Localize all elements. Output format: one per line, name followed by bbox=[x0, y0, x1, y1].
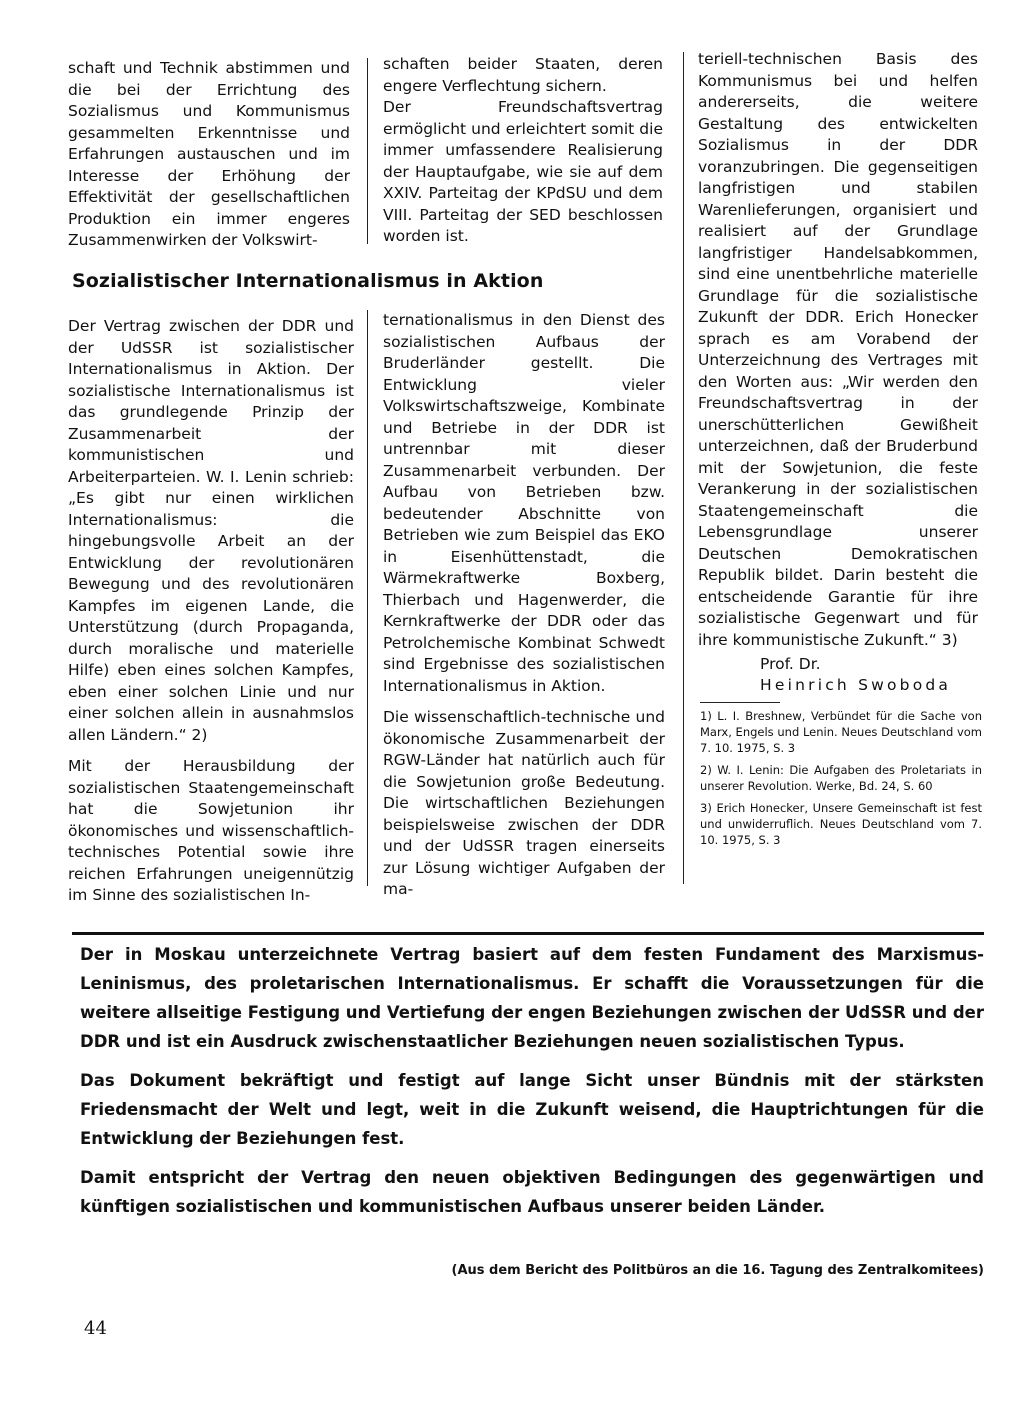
summary-paragraph: Das Dokument bekräftigt und festigt auf lange Sicht unser Bündnis mit der stärksten Friedensmacht der Welt und legt, weit in die Zukunft weisend, die Hauptrichtungen für die Entwicklung der Beziehungen fest. bbox=[80, 1071, 984, 1148]
source-note: (Aus dem Bericht des Politbüros an die 16. Tagung des Zentralkomitees) bbox=[451, 1263, 984, 1278]
author-signature bbox=[760, 654, 951, 696]
section-heading: Sozialistischer Internationalismus in Aktion bbox=[72, 270, 544, 292]
paragraph: schaften beider Staaten, deren engere Verflechtung sichern. bbox=[383, 55, 663, 95]
paragraph: ternationalismus in den Dienst des sozialistischen Aufbaus der Bruderländer gestellt. Die Entwicklung vieler Volkswirtschaftszweige, Kombinate und Betriebe in der DDR ist untrennbar mit dieser Zusammenarbeit verbunden. Der Aufbau von Betrieben bzw. bedeutender Abschnitte von Betrieben wie zum Beispiel das EKO in Eisenhüttenstadt, die Wärmekraftwerke Boxberg, Thierbach und Hagenwerder, die Kernkraftwerke der DDR oder das Petrolchemische Kombinat Schwedt sind Ergebnisse des sozialistischen Internationalismus in Aktion. bbox=[383, 311, 665, 695]
summary-paragraph: Damit entspricht der Vertrag den neuen objektiven Bedingungen des gegenwärtigen und künftigen sozialistischen und kommunistischen Aufbaus unserer beiden Länder. bbox=[80, 1168, 984, 1216]
summary-paragraph: Der in Moskau unterzeichnete Vertrag basiert auf dem festen Fundament des Marxismus-Leninismus, des proletarischen Internationalismus. Er schafft die Voraussetzungen für die weitere allseitige Festigung und Vertiefung der engen Beziehungen zwischen der UdSSR und der DDR und ist ein Ausdruck zwischenstaatlicher Beziehungen neuen sozialistischen Typus. bbox=[80, 945, 984, 1051]
page-number: 44 bbox=[84, 1318, 107, 1339]
footnote: 1) L. I. Breshnew, Verbündet für die Sache von Marx, Engels und Lenin. Neues Deutschland vom 7. 10. 1975, S. 3 bbox=[700, 709, 982, 755]
paragraph: teriell-technischen Basis des Kommunismus bei und helfen andererseits, die weitere Gestaltung des entwickelten Sozialismus in der DDR voranzubringen. Die gegenseitigen langfristigen und stabilen Warenlieferungen, organisiert und realisiert auf der Grundlage langfristiger Handelsabkommen, sind eine unentbehrliche materielle Grundlage für die sozialistische Zukunft der DDR. Erich Honecker sprach es am Vorabend der Unterzeichnung des Vertrages mit den Worten aus: „Wir werden den Freundschaftsvertrag in der unerschütterlichen Gewißheit unterzeichnen, daß der Bruderbund mit der Sowjetunion, die feste Verankerung in der sozialistischen Staatengemeinschaft die Lebensgrundlage unserer Deutschen Demokratischen Republik bildet. Darin besteht die entscheidende Garantie für ihre sozialistische Gegenwart und für ihre kommunistische Zukunft.“ 3) bbox=[698, 50, 978, 649]
column-3-text bbox=[698, 49, 978, 651]
column-1-bottom-text bbox=[68, 316, 354, 907]
paragraph: Der Vertrag zwischen der DDR und der UdSSR ist sozialistischer Internationalismus in Aktion. Der sozialistische Internationalismus ist das grundlegende Prinzip der Zusammenarbeit der kommunistischen und Arbeiterparteien. W. I. Lenin schrieb: „Es gibt nur einen wirklichen Internationalismus: die hingebungsvolle Arbeit an der Entwicklung der revolutionären Bewegung und des revolutionären Kampfes im eigenen Lande, die Unterstützung (durch Propaganda, durch moralische und materielle Hilfe) eben eines solchen Kampfes, eben einer solchen Linie und nur einer solchen allein in ausnahmslos allen Ländern.“ 2) bbox=[68, 317, 354, 744]
column-divider bbox=[367, 58, 368, 244]
author-title: Prof. Dr. bbox=[760, 655, 821, 673]
paragraph: Der Freundschaftsvertrag ermöglicht und erleichtert somit die immer umfassendere Realisierung der Hauptaufgabe, wie sie auf dem XXIV. Parteitag der KPdSU und dem VIII. Parteitag der SED beschlossen worden ist. bbox=[383, 98, 663, 245]
column-divider bbox=[683, 52, 684, 884]
column-divider bbox=[367, 310, 368, 886]
column-2-bottom-text bbox=[383, 310, 665, 901]
footnote-rule bbox=[700, 702, 780, 703]
column-1-top-text bbox=[68, 58, 350, 252]
footnote: 3) Erich Honecker, Unsere Gemeinschaft ist fest und unwiderruflich. Neues Deutschland vom 7. 10. 1975, S. 3 bbox=[700, 801, 982, 847]
paragraph: Mit der Herausbildung der sozialistischen Staatengemeinschaft hat die Sowjetunion ihr ökonomisches und wissenschaftlich-technisches Potential sowie ihre reichen Erfahrungen uneigennützig im Sinne des sozialistischen In- bbox=[68, 757, 354, 904]
footnote: 2) W. I. Lenin: Die Aufgaben des Proletariats in unserer Revolution. Werke, Bd. 24, S. 60 bbox=[700, 763, 982, 793]
column-2-top-text bbox=[383, 54, 663, 248]
footnotes bbox=[700, 708, 982, 854]
paragraph: Die wissenschaftlich-technische und ökonomische Zusammenarbeit der RGW-Länder hat natürlich auch für die Sowjetunion große Bedeutung. Die wirtschaftlichen Beziehungen beispielsweise zwischen der DDR und der UdSSR tragen einerseits zur Lösung wichtiger Aufgaben der ma- bbox=[383, 708, 665, 898]
summary-block bbox=[80, 940, 984, 1221]
section-divider bbox=[72, 932, 984, 935]
author-name: Heinrich Swoboda bbox=[760, 676, 952, 694]
paragraph: schaft und Technik abstimmen und die bei der Errichtung des Sozialismus und Kommunismus gesammelten Erkenntnisse und Erfahrungen austauschen und im Interesse der Erhöhung der Effektivität der gesellschaftlichen Produktion ein immer engeres Zusammenwirken der Volkswirt- bbox=[68, 59, 350, 249]
